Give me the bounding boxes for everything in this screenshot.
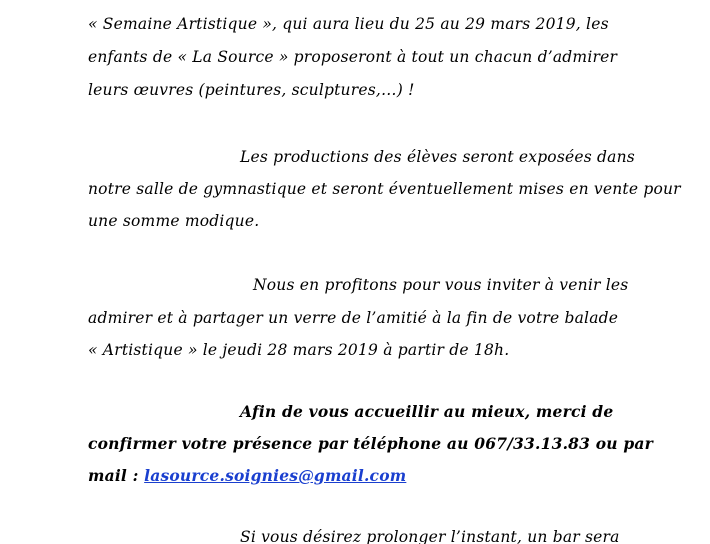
paragraph-1-line-3: leurs œuvres (peintures, sculptures,…) ! [88,81,415,99]
paragraph-4-line-3 [88,466,406,486]
email-link[interactable]: lasource.soignies@gmail.com [144,466,407,485]
paragraph-3-line-3: « Artistique » le jeudi 28 mars 2019 à partir de 18h. [88,341,510,359]
paragraph-5-line-1: Si vous désirez prolonger l’instant, un bar sera [240,528,620,544]
paragraph-4-line-1: Afin de vous accueillir au mieux, merci de [240,402,614,421]
paragraph-2-line-3: une somme modique. [88,212,260,230]
paragraph-3-line-2: admirer et à partager un verre de l’amitié à la fin de votre balade [88,309,619,327]
paragraph-2-line-1: Les productions des élèves seront exposées dans [240,148,635,166]
paragraph-1-line-2: enfants de « La Source » proposeront à tout un chacun d’admirer [88,48,618,66]
paragraph-4-line-2: confirmer votre présence par téléphone au 067/33.13.83 ou par [88,434,654,453]
paragraph-1-line-1: « Semaine Artistique », qui aura lieu du 25 au 29 mars 2019, les [88,15,609,33]
paragraph-3-line-1: Nous en profitons pour vous inviter à venir les [253,276,629,294]
paragraph-2-line-2: notre salle de gymnastique et seront éventuellement mises en vente pour [88,180,681,198]
mail-label: mail : [88,466,145,485]
